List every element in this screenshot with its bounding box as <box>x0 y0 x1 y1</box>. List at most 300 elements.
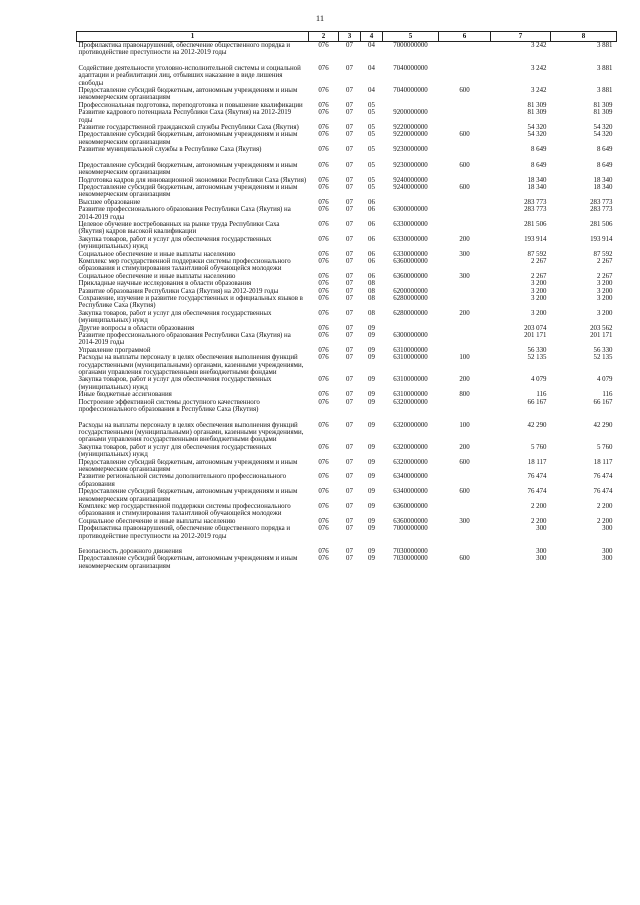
target-article-code <box>383 280 439 287</box>
subsection-code: 04 <box>368 64 375 72</box>
amount-1: 5 760 <box>530 443 547 451</box>
target-article-code: 6280000000 <box>393 309 428 317</box>
ministry-code: 076 <box>318 131 329 139</box>
subsection-code: 06 <box>368 220 375 228</box>
amount-1: 283 773 <box>524 206 547 214</box>
amount-2: 8 649 <box>596 161 613 169</box>
section-code: 07 <box>346 124 353 132</box>
amount-2: 283 773 <box>590 198 613 206</box>
subsection-code: 09 <box>368 346 375 354</box>
col-header-subsection: 4 <box>361 32 383 42</box>
amount-2: 18 340 <box>593 176 613 184</box>
section-code: 07 <box>346 295 353 302</box>
table-row <box>77 124 617 131</box>
amount-2: 56 330 <box>593 346 613 354</box>
amount-1: 203 074 <box>524 324 547 332</box>
target-article-code: 9220000000 <box>393 131 428 139</box>
target-article-code: 6300000000 <box>393 206 428 214</box>
spacer-row <box>77 57 617 65</box>
subsection-code: 08 <box>368 295 375 302</box>
section-code: 07 <box>346 220 353 228</box>
section-code: 07 <box>346 398 353 406</box>
section-code: 07 <box>346 443 353 451</box>
subsection-code: 06 <box>368 235 375 243</box>
table-row <box>77 280 617 287</box>
ministry-code: 076 <box>318 101 329 109</box>
amount-2: 54 320 <box>593 131 613 139</box>
row-name: Профессиональная подготовка, переподготовка и повышение квалификации <box>78 101 303 109</box>
amount-2: 300 <box>602 525 613 533</box>
amount-2: 300 <box>602 555 613 563</box>
amount-2: 8 649 <box>596 146 613 154</box>
amount-1: 3 242 <box>530 42 547 49</box>
row-name: Предоставление субсидий бюджетным, автономным учреждениям и иным некоммерческим организациям <box>78 555 298 570</box>
header-row <box>77 32 617 42</box>
section-code: 07 <box>346 309 353 317</box>
row-name: Расходы на выплаты персоналу в целях обеспечения выполнения функций государственными (муниципальными) органами, казенными учреждениями, органами управления государственными внебюджетными фондами <box>78 421 304 444</box>
row-name: Предоставление субсидий бюджетным, автономным учреждениям и иным некоммерческим организациям <box>78 183 298 199</box>
table-row <box>77 503 617 518</box>
target-article-code: 9240000000 <box>393 183 428 191</box>
target-article-code <box>383 199 439 206</box>
expense-type-code <box>439 548 491 555</box>
spacer-cell <box>77 414 617 422</box>
section-code: 07 <box>346 502 353 510</box>
row-name: Предоставление субсидий бюджетным, автономным учреждениям и иным некоммерческим организациям <box>78 87 298 102</box>
amount-2: 3 881 <box>596 64 613 72</box>
subsection-code: 09 <box>368 458 375 466</box>
subsection-code: 06 <box>368 206 375 214</box>
section-code: 07 <box>346 131 353 139</box>
amount-1: 18 340 <box>527 176 547 184</box>
target-article-code: 7000000000 <box>393 42 428 49</box>
amount-1: 76 474 <box>527 473 547 481</box>
amount-2: 18 340 <box>593 183 613 191</box>
amount-2: 300 <box>602 548 613 555</box>
spacer-cell <box>77 540 617 548</box>
target-article-code: 6320000000 <box>393 443 428 451</box>
page-number: 11 <box>315 13 325 23</box>
target-article-code: 6280000000 <box>393 295 428 302</box>
expense-type-code <box>439 332 491 347</box>
table-row <box>77 376 617 391</box>
subsection-code: 05 <box>368 124 375 132</box>
ministry-code: 076 <box>318 354 329 362</box>
expense-type-code <box>439 295 491 310</box>
amount-2: 3 881 <box>596 87 613 95</box>
row-name: Развитие образования Республики Саха (Якутия) на 2012-2019 годы <box>78 287 279 295</box>
amount-2: 2 200 <box>596 502 613 510</box>
target-article-code <box>383 325 439 332</box>
target-article-code: 6330000000 <box>393 250 428 258</box>
expense-type-code <box>439 206 491 221</box>
subsection-code: 09 <box>368 332 375 340</box>
row-name: Развитие профессионального образования Республики Саха (Якутия) на 2014-2019 годы <box>78 206 291 221</box>
expense-type-code: 600 <box>459 183 470 191</box>
target-article-code: 6320000000 <box>393 398 428 406</box>
ministry-code: 076 <box>318 398 329 406</box>
row-name: Другие вопросы в области образования <box>78 324 195 332</box>
section-code: 07 <box>346 42 353 49</box>
ministry-code: 076 <box>318 64 329 72</box>
amount-2: 3 200 <box>596 309 613 317</box>
ministry-code: 076 <box>318 525 329 533</box>
subsection-code: 09 <box>368 502 375 510</box>
subsection-code: 09 <box>368 473 375 481</box>
table-row <box>77 199 617 206</box>
row-name: Содействие деятельности уголовно-исполнительной системы и социальной адаптации и реабилитации лиц, отбывших наказание в виде лишения свободы <box>78 64 301 87</box>
target-article-code <box>383 102 439 109</box>
row-name: Расходы на выплаты персоналу в целях обеспечения выполнения функций государственными (муниципальными) органами, казенными учреждениями, органами управления государственными внебюджетными фондами <box>78 354 304 377</box>
amount-1: 3 200 <box>530 295 547 302</box>
table-row <box>77 221 617 236</box>
ministry-code: 076 <box>318 287 329 295</box>
amount-1: 300 <box>536 525 547 533</box>
row-name: Подготовка кадров для инновационной экономики Республики Саха (Якутия) <box>78 176 307 184</box>
expense-type-code: 300 <box>459 517 470 525</box>
amount-1: 201 171 <box>524 332 547 340</box>
ministry-code: 076 <box>318 176 329 184</box>
amount-1: 18 340 <box>527 183 547 191</box>
amount-2: 2 200 <box>596 517 613 525</box>
amount-1: 42 290 <box>527 421 547 429</box>
table-row <box>77 109 617 124</box>
subsection-code: 09 <box>368 525 375 533</box>
subsection-code: 05 <box>368 131 375 139</box>
amount-2: 87 592 <box>593 250 613 258</box>
table-row <box>77 332 617 347</box>
amount-2: 81 309 <box>593 109 613 117</box>
amount-1: 281 506 <box>524 220 547 228</box>
row-name: Предоставление субсидий бюджетным, автономным учреждениям и иным некоммерческим организациям <box>78 488 298 503</box>
expense-type-code <box>439 325 491 332</box>
ministry-code: 076 <box>318 517 329 525</box>
target-article-code: 6340000000 <box>393 473 428 481</box>
expense-type-code: 200 <box>459 443 470 451</box>
table-row <box>77 391 617 398</box>
row-name: Сохранение, изучение и развитие государственных и официальных языков в Республике Саха (Якутия) <box>78 295 303 310</box>
target-article-code: 7030000000 <box>393 555 428 563</box>
row-name: Построение эффективной системы доступного качественного профессионального образования в Республике Саха (Якутия) <box>78 398 260 414</box>
target-article-code: 6200000000 <box>393 287 428 295</box>
ministry-code: 076 <box>318 206 329 214</box>
row-name: Предоставление субсидий бюджетным, автономным учреждениям и иным некоммерческим организациям <box>78 131 298 146</box>
amount-1: 2 200 <box>530 517 547 525</box>
target-article-code: 6360000000 <box>393 502 428 510</box>
expense-type-code: 800 <box>459 391 470 399</box>
expense-type-code <box>439 42 491 57</box>
row-name: Управление программой <box>78 346 151 354</box>
spacer-row <box>77 414 617 422</box>
amount-1: 52 135 <box>527 354 547 362</box>
row-name: Комплекс мер государственной поддержки системы профессионального образования и стимулирования талантливой обучающейся молодежи <box>78 257 291 273</box>
target-article-code: 6360000000 <box>393 272 428 280</box>
table-row <box>77 102 617 109</box>
amount-1: 116 <box>536 391 547 399</box>
target-article-code: 9230000000 <box>393 161 428 169</box>
subsection-code: 09 <box>368 548 375 555</box>
amount-1: 8 649 <box>530 146 547 154</box>
row-name: Закупка товаров, работ и услуг для обеспечения государственных (муниципальных) нужд <box>78 376 272 391</box>
target-article-code: 7030000000 <box>393 548 428 555</box>
section-code: 07 <box>346 64 353 72</box>
ministry-code: 076 <box>318 376 329 384</box>
section-code: 07 <box>346 354 353 362</box>
table-row <box>77 444 617 459</box>
subsection-code: 05 <box>368 183 375 191</box>
amount-2: 116 <box>602 391 613 399</box>
amount-1: 81 309 <box>527 109 547 117</box>
col-header-target-article: 5 <box>383 32 439 42</box>
ministry-code: 076 <box>318 220 329 228</box>
row-name: Развитие профессионального образования Республики Саха (Якутия) на 2014-2019 годы <box>78 332 291 347</box>
ministry-code: 076 <box>318 309 329 317</box>
subsection-code: 09 <box>368 555 375 563</box>
table-row <box>77 459 617 474</box>
amount-2: 2 267 <box>596 257 613 265</box>
section-code: 07 <box>346 473 353 481</box>
expense-type-code: 600 <box>459 161 470 169</box>
subsection-code: 04 <box>368 87 375 95</box>
expense-type-code <box>439 258 491 273</box>
subsection-code: 09 <box>368 488 375 496</box>
table-row <box>77 310 617 325</box>
ministry-code: 076 <box>318 280 329 288</box>
subsection-code: 06 <box>368 198 375 206</box>
row-name: Высшее образование <box>78 198 141 206</box>
section-code: 07 <box>346 101 353 109</box>
ministry-code: 076 <box>318 146 329 154</box>
subsection-code: 08 <box>368 280 375 288</box>
row-name: Социальное обеспечение и иные выплаты населению <box>78 517 236 525</box>
ministry-code: 076 <box>318 324 329 332</box>
target-article-code: 6300000000 <box>393 332 428 340</box>
subsection-code: 09 <box>368 517 375 525</box>
expense-type-code: 200 <box>459 309 470 317</box>
amount-1: 2 267 <box>530 272 547 280</box>
row-name: Закупка товаров, работ и услуг для обеспечения государственных (муниципальных) нужд <box>78 443 272 459</box>
expense-type-code <box>439 124 491 131</box>
target-article-code: 9200000000 <box>393 109 428 117</box>
ministry-code: 076 <box>318 257 329 265</box>
section-code: 07 <box>346 376 353 384</box>
row-name: Закупка товаров, работ и услуг для обеспечения государственных (муниципальных) нужд <box>78 309 272 325</box>
section-code: 07 <box>346 458 353 466</box>
subsection-code: 09 <box>368 443 375 451</box>
table-row <box>77 288 617 295</box>
table-row <box>77 325 617 332</box>
table-row <box>77 525 617 540</box>
row-name: Развитие государственной гражданской службы Республики Саха (Якутия) <box>78 124 299 132</box>
section-code: 07 <box>346 332 353 340</box>
expense-type-code <box>439 399 491 414</box>
amount-2: 193 914 <box>590 235 613 243</box>
subsection-code: 05 <box>368 161 375 169</box>
section-code: 07 <box>346 488 353 496</box>
subsection-code: 05 <box>368 146 375 154</box>
row-name: Целевое обучение востребованных на рынке труда Республики Саха (Якутия) кадров высокой квалификации <box>78 220 280 236</box>
row-name: Развитие муниципальной службы в Республике Саха (Якутия) <box>78 146 262 154</box>
section-code: 07 <box>346 87 353 95</box>
expense-type-code <box>439 221 491 236</box>
table-row <box>77 295 617 310</box>
expense-type-code <box>439 199 491 206</box>
ministry-code: 076 <box>318 502 329 510</box>
ministry-code: 076 <box>318 161 329 169</box>
amount-1: 2 200 <box>530 502 547 510</box>
col-header-expense-type: 6 <box>439 32 491 42</box>
row-name: Закупка товаров, работ и услуг для обеспечения государственных (муниципальных) нужд <box>78 235 272 251</box>
ministry-code: 076 <box>318 346 329 354</box>
subsection-code: 06 <box>368 272 375 280</box>
subsection-code: 08 <box>368 287 375 295</box>
row-name: Развитие региональной системы дополнительного профессионального образования <box>78 473 287 488</box>
section-code: 07 <box>346 525 353 533</box>
expense-type-code: 300 <box>459 272 470 280</box>
expense-type-code: 600 <box>459 131 470 139</box>
table-row <box>77 422 617 444</box>
table-row <box>77 87 617 102</box>
target-article-code: 6310000000 <box>393 346 428 354</box>
section-code: 07 <box>346 109 353 117</box>
subsection-code: 09 <box>368 391 375 399</box>
subsection-code: 05 <box>368 109 375 117</box>
amount-1: 4 079 <box>530 376 547 384</box>
ministry-code: 076 <box>318 124 329 132</box>
section-code: 07 <box>346 206 353 214</box>
spacer-cell <box>77 154 617 162</box>
ministry-code: 076 <box>318 421 329 429</box>
table-row <box>77 206 617 221</box>
row-name: Профилактика правонарушений, обеспечение общественного порядка и противодействие преступности на 2012-2019 годы <box>78 525 291 540</box>
spacer-row <box>77 540 617 548</box>
ministry-code: 076 <box>318 332 329 340</box>
ministry-code: 076 <box>318 458 329 466</box>
expense-type-code <box>439 525 491 540</box>
amount-2: 76 474 <box>593 473 613 481</box>
row-name: Социальное обеспечение и иные выплаты населению <box>78 272 236 280</box>
ministry-code: 076 <box>318 391 329 399</box>
row-name: Предоставление субсидий бюджетным, автономным учреждениям и иным некоммерческим организациям <box>78 458 298 473</box>
expense-type-code <box>439 347 491 354</box>
target-article-code: 9230000000 <box>393 146 428 154</box>
table-row <box>77 162 617 177</box>
amount-1: 76 474 <box>527 488 547 496</box>
spacer-row <box>77 154 617 162</box>
section-code: 07 <box>346 235 353 243</box>
table-row <box>77 518 617 525</box>
amount-1: 54 320 <box>527 124 547 132</box>
target-article-code: 7040000000 <box>393 87 428 95</box>
section-code: 07 <box>346 161 353 169</box>
budget-table <box>76 31 617 570</box>
amount-1: 193 914 <box>524 235 547 243</box>
amount-2: 201 171 <box>590 332 613 340</box>
amount-1: 87 592 <box>527 250 547 258</box>
amount-2: 2 267 <box>596 272 613 280</box>
ministry-code: 076 <box>318 488 329 496</box>
expense-type-code <box>439 288 491 295</box>
ministry-code: 076 <box>318 109 329 117</box>
table-row <box>77 42 617 57</box>
target-article-code: 6330000000 <box>393 235 428 243</box>
target-article-code: 7040000000 <box>393 64 428 72</box>
table-row <box>77 548 617 555</box>
amount-2: 54 320 <box>593 124 613 132</box>
expense-type-code: 600 <box>459 87 470 95</box>
section-code: 07 <box>346 391 353 399</box>
col-header-section: 3 <box>339 32 361 42</box>
table-row <box>77 177 617 184</box>
ministry-code: 076 <box>318 548 329 555</box>
table-row <box>77 236 617 251</box>
col-header-name: 1 <box>77 32 309 42</box>
table-row <box>77 258 617 273</box>
ministry-code: 076 <box>318 87 329 95</box>
ministry-code: 076 <box>318 473 329 481</box>
expense-type-code: 100 <box>459 354 470 362</box>
amount-2: 81 309 <box>593 101 613 109</box>
table-row <box>77 555 617 570</box>
section-code: 07 <box>346 183 353 191</box>
amount-2: 5 760 <box>596 443 613 451</box>
target-article-code: 6310000000 <box>393 376 428 384</box>
target-article-code: 6310000000 <box>393 391 428 399</box>
table-row <box>77 473 617 488</box>
expense-type-code <box>439 102 491 109</box>
ministry-code: 076 <box>318 235 329 243</box>
subsection-code: 04 <box>368 42 375 49</box>
amount-1: 283 773 <box>524 198 547 206</box>
ministry-code: 076 <box>318 250 329 258</box>
amount-2: 76 474 <box>593 488 613 496</box>
amount-1: 300 <box>536 548 547 555</box>
amount-2: 42 290 <box>593 421 613 429</box>
amount-1: 56 330 <box>527 346 547 354</box>
amount-1: 3 200 <box>530 309 547 317</box>
section-code: 07 <box>346 280 353 288</box>
ministry-code: 076 <box>318 443 329 451</box>
ministry-code: 076 <box>318 295 329 302</box>
amount-1: 3 242 <box>530 87 547 95</box>
section-code: 07 <box>346 324 353 332</box>
subsection-code: 06 <box>368 250 375 258</box>
section-code: 07 <box>346 548 353 555</box>
section-code: 07 <box>346 176 353 184</box>
subsection-code: 06 <box>368 257 375 265</box>
subsection-code: 09 <box>368 398 375 406</box>
expense-type-code <box>439 280 491 287</box>
amount-1: 300 <box>536 555 547 563</box>
subsection-code: 09 <box>368 354 375 362</box>
spacer-cell <box>77 57 617 65</box>
row-name: Развитие кадрового потенциала Республики Саха (Якутия) на 2012-2019 годы <box>78 109 292 124</box>
section-code: 07 <box>346 555 353 563</box>
table-row <box>77 354 617 376</box>
table-row <box>77 273 617 280</box>
table-row <box>77 347 617 354</box>
section-code: 07 <box>346 421 353 429</box>
expense-type-code <box>439 146 491 153</box>
amount-2: 3 881 <box>596 42 613 49</box>
amount-2: 283 773 <box>590 206 613 214</box>
expense-type-code: 600 <box>459 555 470 563</box>
section-code: 07 <box>346 272 353 280</box>
target-article-code: 6310000000 <box>393 354 428 362</box>
row-name: Иные бюджетные ассигнования <box>78 391 172 399</box>
amount-1: 2 267 <box>530 257 547 265</box>
expense-type-code: 200 <box>459 376 470 384</box>
